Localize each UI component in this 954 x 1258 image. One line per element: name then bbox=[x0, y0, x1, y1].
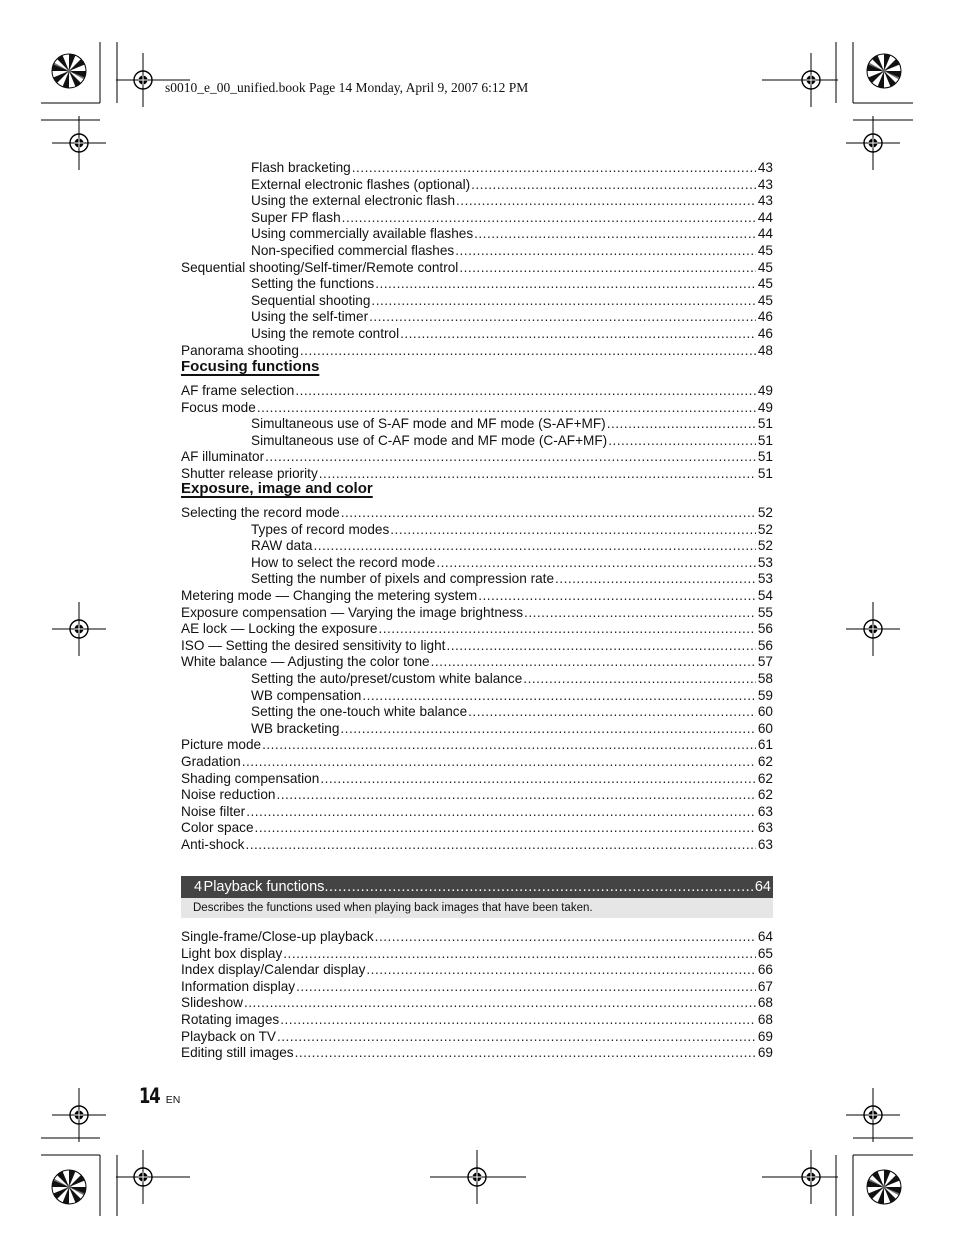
toc-entry-title: Single-frame/Close-up playback bbox=[181, 929, 374, 944]
toc-entry[interactable] bbox=[181, 1045, 773, 1062]
dot-leader bbox=[313, 538, 755, 555]
toc-list-top bbox=[181, 160, 773, 359]
toc-entry-title: AF frame selection bbox=[181, 383, 295, 398]
dot-leader bbox=[607, 416, 756, 433]
toc-entry-page: 69 bbox=[757, 1045, 773, 1061]
dot-leader bbox=[276, 787, 755, 804]
toc-entry-page: 62 bbox=[757, 787, 773, 803]
toc-entry[interactable] bbox=[181, 226, 773, 243]
toc-entry[interactable] bbox=[181, 505, 773, 522]
dot-leader bbox=[478, 588, 756, 605]
toc-entry-title: Slideshow bbox=[181, 995, 243, 1011]
toc-entry-page: 60 bbox=[757, 704, 773, 720]
toc-entry-title: WB compensation bbox=[251, 687, 362, 703]
toc-entry[interactable] bbox=[181, 555, 773, 572]
toc-entry-title: White balance — Adjusting the color tone bbox=[181, 654, 430, 670]
toc-entry-title: Super FP flash bbox=[251, 209, 341, 225]
toc-entry-title: Rotating images bbox=[181, 1011, 280, 1027]
toc-entry[interactable] bbox=[181, 293, 773, 310]
dot-leader bbox=[295, 383, 756, 400]
dot-leader bbox=[262, 737, 756, 754]
toc-entry-page: 51 bbox=[757, 465, 773, 481]
toc-entry-page: 54 bbox=[757, 587, 773, 603]
dot-leader bbox=[455, 243, 756, 260]
dot-leader bbox=[608, 433, 756, 450]
toc-entry-page: 58 bbox=[757, 670, 773, 686]
section-title: Exposure, image and color bbox=[181, 480, 373, 497]
toc-entry-title: AF illuminator bbox=[181, 449, 265, 465]
toc-entry[interactable] bbox=[181, 754, 773, 771]
chapter-title: Playback functions bbox=[203, 879, 325, 895]
dot-leader bbox=[242, 754, 756, 771]
toc-entry-page: 62 bbox=[757, 753, 773, 769]
toc-entry-page: 53 bbox=[757, 554, 773, 570]
toc-entry-page: 63 bbox=[757, 836, 773, 852]
toc-entry[interactable] bbox=[181, 449, 773, 466]
toc-entry-page: 45 bbox=[757, 259, 773, 275]
toc-entry-title: Simultaneous use of C-AF mode and MF mode (C-AF+MF) bbox=[251, 432, 608, 448]
dot-leader bbox=[352, 160, 756, 177]
dot-leader bbox=[246, 804, 756, 821]
toc-entry-title: Sequential shooting bbox=[251, 292, 371, 308]
dot-leader bbox=[431, 654, 756, 671]
dot-leader bbox=[371, 293, 755, 310]
dot-leader bbox=[366, 962, 755, 979]
toc-entry-page: 63 bbox=[757, 803, 773, 819]
page-folio bbox=[139, 1084, 180, 1108]
toc-entry-page: 56 bbox=[757, 637, 773, 653]
toc-entry-page: 43 bbox=[757, 160, 773, 175]
toc-entry-title: Anti-shock bbox=[181, 836, 245, 852]
toc-entry-title: How to select the record mode bbox=[251, 554, 436, 570]
toc-entry-page: 61 bbox=[757, 737, 773, 753]
toc-entry[interactable] bbox=[181, 193, 773, 210]
dot-leader bbox=[474, 226, 756, 243]
chapter-number: 4 bbox=[194, 879, 203, 895]
toc-entry-title: WB bracketing bbox=[251, 720, 340, 736]
toc-entry-title: Sequential shooting/Self-timer/Remote control bbox=[181, 259, 459, 275]
toc-entry-title: Selecting the record mode bbox=[181, 505, 340, 520]
toc-entry-title: Setting the functions bbox=[251, 276, 375, 292]
toc-entry-page: 52 bbox=[757, 521, 773, 537]
toc-entry-title: Setting the number of pixels and compression rate bbox=[251, 571, 555, 587]
toc-entry-title: Information display bbox=[181, 978, 296, 994]
toc-entry[interactable] bbox=[181, 929, 773, 946]
section-title: Focusing functions bbox=[181, 358, 320, 375]
toc-entry-page: 45 bbox=[757, 242, 773, 258]
toc-entry-page: 57 bbox=[757, 654, 773, 670]
toc-entry[interactable] bbox=[181, 309, 773, 326]
toc-entry[interactable] bbox=[181, 1029, 773, 1046]
toc-entry[interactable] bbox=[181, 704, 773, 721]
toc-entry-page: 60 bbox=[757, 720, 773, 736]
toc-entry[interactable] bbox=[181, 771, 773, 788]
dot-leader bbox=[320, 771, 756, 788]
toc-entry[interactable] bbox=[181, 995, 773, 1012]
toc-entry[interactable] bbox=[181, 979, 773, 996]
toc-entry[interactable] bbox=[181, 820, 773, 837]
dot-leader bbox=[245, 837, 755, 854]
toc-entry-page: 52 bbox=[757, 538, 773, 554]
toc-entry[interactable] bbox=[181, 605, 773, 622]
toc-entry[interactable] bbox=[181, 1012, 773, 1029]
toc-entry-page: 64 bbox=[757, 929, 773, 944]
toc-entry-title: Using the remote control bbox=[251, 325, 400, 341]
toc-entry-page: 46 bbox=[757, 325, 773, 341]
toc-entry-page: 51 bbox=[757, 416, 773, 432]
toc-entry-page: 51 bbox=[757, 432, 773, 448]
toc-entry-page: 52 bbox=[757, 505, 773, 520]
toc-entry-title: Using commercially available flashes bbox=[251, 226, 474, 242]
dot-leader bbox=[555, 571, 756, 588]
toc-entry-title: Types of record modes bbox=[251, 521, 390, 537]
toc-entry-title: Non-specified commercial flashes bbox=[251, 242, 455, 258]
toc-entry-title: Picture mode bbox=[181, 737, 262, 753]
toc-entry[interactable] bbox=[181, 400, 773, 417]
dot-leader bbox=[378, 621, 755, 638]
toc-entry-title: Setting the auto/preset/custom white balance bbox=[251, 670, 523, 686]
toc-entry-title: ISO — Setting the desired sensitivity to light bbox=[181, 637, 446, 653]
toc-entry-title: AE lock — Locking the exposure bbox=[181, 621, 378, 637]
toc-entry-title: Setting the one-touch white balance bbox=[251, 704, 468, 720]
toc-entry-title: Playback on TV bbox=[181, 1028, 276, 1044]
toc-entry[interactable] bbox=[181, 737, 773, 754]
toc-entry-page: 44 bbox=[757, 226, 773, 242]
toc-entry[interactable] bbox=[181, 210, 773, 227]
dot-leader bbox=[324, 879, 752, 895]
toc-entry[interactable] bbox=[181, 671, 773, 688]
dot-leader bbox=[400, 326, 756, 343]
dot-leader bbox=[524, 605, 756, 622]
toc-entry[interactable] bbox=[181, 383, 773, 400]
toc-entry-page: 59 bbox=[757, 687, 773, 703]
toc-entry[interactable] bbox=[181, 787, 773, 804]
toc-entry-page: 49 bbox=[757, 399, 773, 415]
dot-leader bbox=[375, 276, 756, 293]
dot-leader bbox=[255, 820, 756, 837]
toc-entry[interactable] bbox=[181, 621, 773, 638]
toc-entry[interactable] bbox=[181, 946, 773, 963]
dot-leader bbox=[300, 343, 756, 360]
toc-entry[interactable] bbox=[181, 433, 773, 450]
dot-leader bbox=[295, 1045, 756, 1062]
dot-leader bbox=[342, 210, 756, 227]
toc-entry-page: 45 bbox=[757, 276, 773, 292]
toc-entry-page: 51 bbox=[757, 449, 773, 465]
toc-entry-page: 44 bbox=[757, 209, 773, 225]
chapter-heading-bar[interactable] bbox=[181, 876, 773, 898]
toc-entry[interactable] bbox=[181, 538, 773, 555]
toc-section-focusing bbox=[181, 358, 773, 483]
toc-entry[interactable] bbox=[181, 326, 773, 343]
toc-entry-title: Shutter release priority bbox=[181, 465, 318, 481]
toc-entry-title: Index display/Calendar display bbox=[181, 962, 366, 978]
dot-leader bbox=[459, 260, 756, 277]
dot-leader bbox=[277, 1029, 756, 1046]
toc-list-playback bbox=[181, 929, 773, 1062]
toc-entry-title: Noise filter bbox=[181, 803, 246, 819]
dot-leader bbox=[375, 929, 756, 946]
toc-entry-title: Metering mode — Changing the metering system bbox=[181, 587, 478, 603]
toc-entry[interactable] bbox=[181, 177, 773, 194]
toc-entry[interactable] bbox=[181, 416, 773, 433]
toc-entry[interactable] bbox=[181, 721, 773, 738]
dot-leader bbox=[244, 995, 756, 1012]
toc-entry-title: External electronic flashes (optional) bbox=[251, 176, 471, 192]
toc-entry-title: Focus mode bbox=[181, 399, 256, 415]
toc-entry[interactable] bbox=[181, 638, 773, 655]
dot-leader bbox=[341, 505, 756, 522]
dot-leader bbox=[257, 400, 756, 417]
toc-entry[interactable] bbox=[181, 837, 773, 854]
toc-section-exposure bbox=[181, 480, 773, 853]
page-number: 14 bbox=[139, 1084, 160, 1108]
dot-leader bbox=[523, 671, 756, 688]
toc-entry-page: 48 bbox=[757, 342, 773, 358]
toc-entry[interactable] bbox=[181, 588, 773, 605]
toc-entry-page: 55 bbox=[757, 604, 773, 620]
toc-entry-page: 63 bbox=[757, 820, 773, 836]
dot-leader bbox=[369, 309, 756, 326]
dot-leader bbox=[390, 522, 756, 539]
toc-entry-page: 49 bbox=[757, 383, 773, 398]
toc-entry-title: Shading compensation bbox=[181, 770, 320, 786]
toc-entry-page: 65 bbox=[757, 945, 773, 961]
toc-entry-title: Editing still images bbox=[181, 1045, 294, 1061]
book-header: s0010_e_00_unified.book Page 14 Monday, April 9, 2007 6:12 PM bbox=[165, 80, 529, 95]
toc-entry-title: Flash bracketing bbox=[251, 160, 351, 175]
toc-entry-page: 66 bbox=[757, 962, 773, 978]
chapter-description: Describes the functions used when playing back images that have been taken. bbox=[181, 898, 773, 918]
toc-entry[interactable] bbox=[181, 654, 773, 671]
toc-entry-page: 53 bbox=[757, 571, 773, 587]
toc-entry-title: Using the external electronic flash bbox=[251, 193, 456, 209]
toc-entry-page: 62 bbox=[757, 770, 773, 786]
toc-entry-page: 43 bbox=[757, 176, 773, 192]
toc-entry-title: Exposure compensation — Varying the image brightness bbox=[181, 604, 524, 620]
toc-entry[interactable] bbox=[181, 243, 773, 260]
dot-leader bbox=[446, 638, 755, 655]
toc-entry-page: 45 bbox=[757, 292, 773, 308]
dot-leader bbox=[265, 449, 756, 466]
dot-leader bbox=[296, 979, 756, 996]
toc-entry-page: 69 bbox=[757, 1028, 773, 1044]
dot-leader bbox=[280, 1012, 756, 1029]
toc-entry[interactable] bbox=[181, 343, 773, 360]
dot-leader bbox=[283, 946, 756, 963]
language-code: EN bbox=[165, 1094, 181, 1106]
toc-entry-title: RAW data bbox=[251, 538, 313, 554]
toc-entry-page: 46 bbox=[757, 309, 773, 325]
toc-entry-title: Gradation bbox=[181, 753, 241, 769]
toc-entry[interactable] bbox=[181, 688, 773, 705]
toc-entry-page: 43 bbox=[757, 193, 773, 209]
dot-leader bbox=[340, 721, 755, 738]
toc-entry-title: Light box display bbox=[181, 945, 283, 961]
dot-leader bbox=[362, 688, 756, 705]
toc-entry[interactable] bbox=[181, 804, 773, 821]
toc-entry[interactable] bbox=[181, 160, 773, 177]
toc-entry[interactable] bbox=[181, 571, 773, 588]
toc-entry-page: 68 bbox=[757, 995, 773, 1011]
toc-entry-title: Noise reduction bbox=[181, 787, 276, 803]
toc-entry-page: 56 bbox=[757, 621, 773, 637]
chapter-page: 64 bbox=[754, 879, 771, 895]
toc-entry-title: Using the self-timer bbox=[251, 309, 369, 325]
dot-leader bbox=[436, 555, 756, 572]
dot-leader bbox=[468, 704, 756, 721]
dot-leader bbox=[471, 177, 756, 194]
toc-entry-page: 68 bbox=[757, 1011, 773, 1027]
toc-entry-page: 67 bbox=[757, 978, 773, 994]
dot-leader bbox=[456, 193, 756, 210]
toc-entry-title: Panorama shooting bbox=[181, 342, 299, 358]
toc-entry-title: Simultaneous use of S-AF mode and MF mode (S-AF+MF) bbox=[251, 416, 606, 432]
toc-entry[interactable] bbox=[181, 522, 773, 539]
toc-entry-title: Color space bbox=[181, 820, 254, 836]
toc-entry[interactable] bbox=[181, 962, 773, 979]
toc-entry[interactable] bbox=[181, 276, 773, 293]
toc-entry[interactable] bbox=[181, 260, 773, 277]
